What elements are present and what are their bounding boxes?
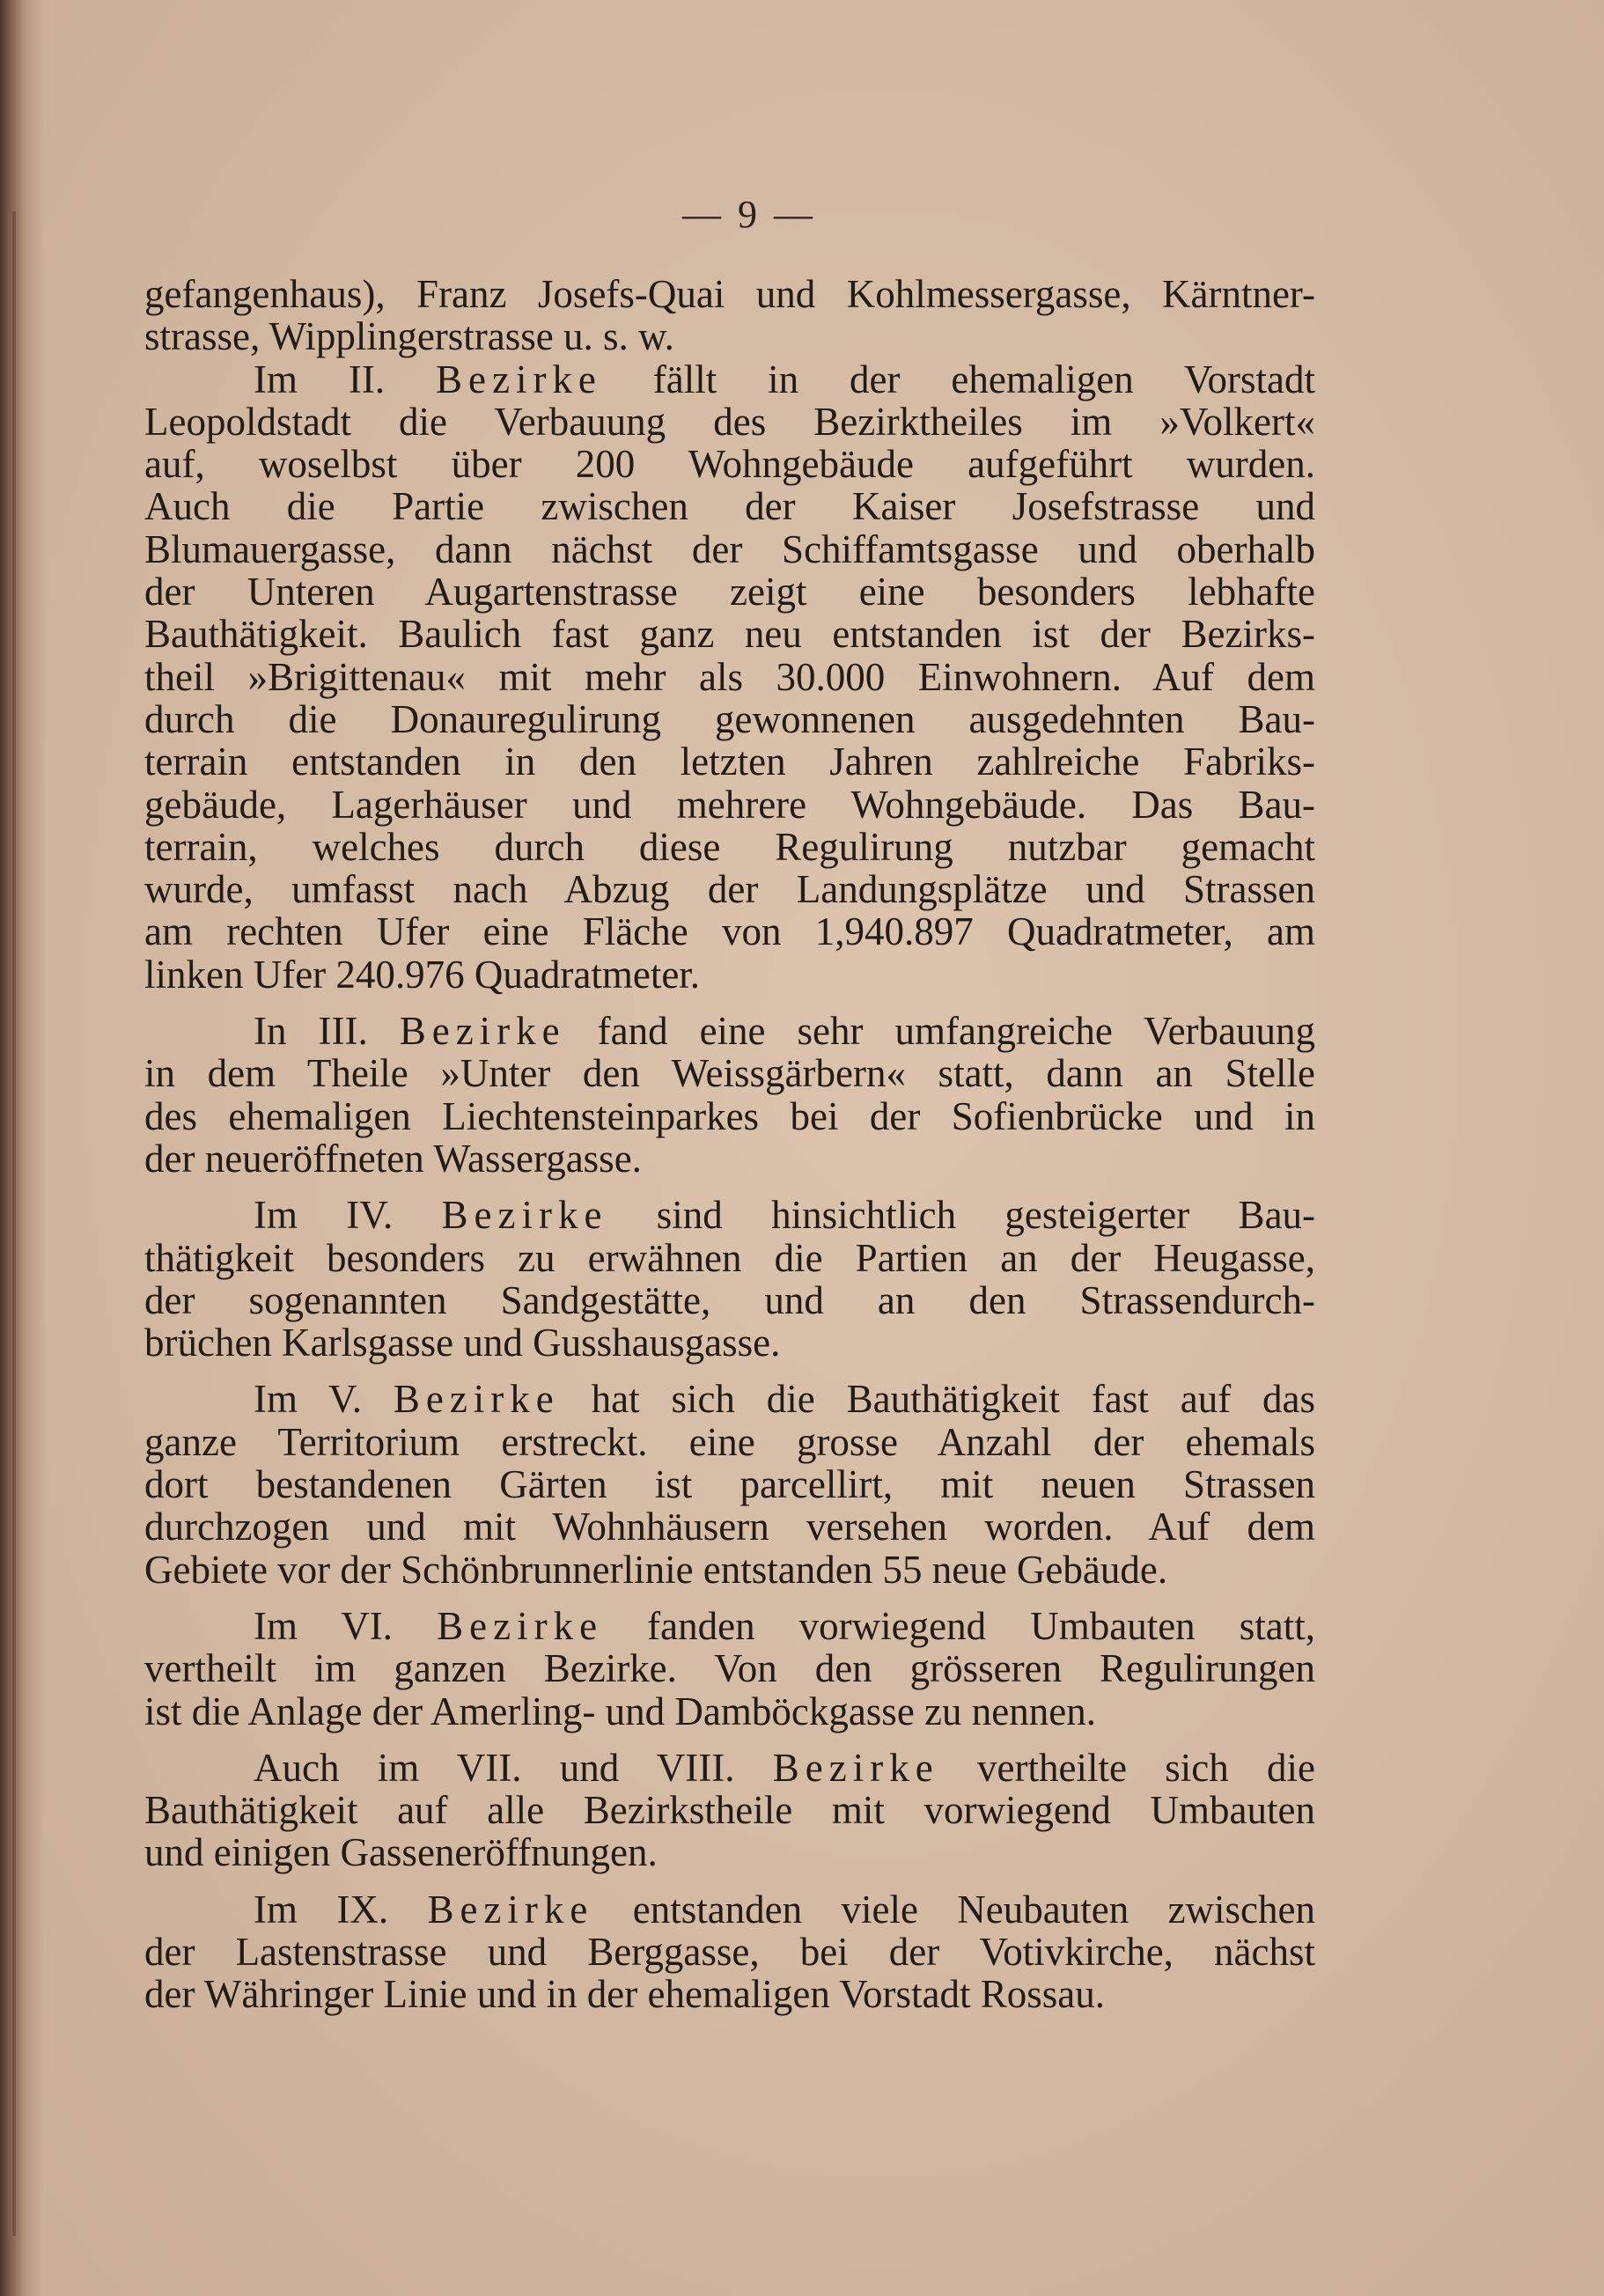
text-line: vertheilt im ganzen Bezirke. Von den grösseren Regulirungen bbox=[144, 1646, 1315, 1691]
paragraph-district-3 bbox=[144, 1010, 1315, 1180]
body-text bbox=[144, 273, 1315, 2016]
text-line: durchzogen und mit Wohnhäusern versehen worden. Auf dem bbox=[144, 1505, 1315, 1549]
district-lead: Im IV. bbox=[254, 1193, 394, 1238]
text-line: terrain entstanden in den letzten Jahren zahlreiche Fabriks- bbox=[144, 740, 1315, 784]
text-line: der Währinger Linie und in der ehemaligen Vorstadt Rossau. bbox=[144, 1972, 1105, 2017]
binding-shadow-line bbox=[12, 211, 16, 2236]
district-lead: Im VI. bbox=[254, 1603, 394, 1648]
text-line: der neueröffneten Wassergasse. bbox=[144, 1136, 642, 1181]
text-line: durch die Donauregulirung gewonnenen ausgedehnten Bau- bbox=[144, 696, 1315, 741]
text-line-rest: sind hinsichtlich gesteigerter Bau- bbox=[656, 1193, 1316, 1238]
text-line: ganze Territorium erstreckt. eine grosse Anzahl der ehemals bbox=[144, 1419, 1315, 1464]
text-line: strasse, Wipplingerstrasse u. s. w. bbox=[144, 314, 674, 359]
text-line: Bauthätigkeit. Baulich fast ganz neu entstanden ist der Bezirks- bbox=[144, 612, 1315, 657]
text-line-first bbox=[144, 1888, 1315, 1931]
text-line: der Lastenstrasse und Berggasse, bei der Votivkirche, nächst bbox=[144, 1929, 1315, 1974]
text-line: am rechten Ufer eine Fläche von 1,940.897 Quadratmeter, am bbox=[144, 909, 1315, 954]
text-line-first bbox=[144, 1747, 1315, 1789]
text-line: gebäude, Lagerhäuser und mehrere Wohngebäude. Das Bau- bbox=[144, 782, 1315, 827]
district-word-spaced: Bezirke bbox=[435, 357, 602, 401]
text-line: auf, woselbst über 200 Wohngebäude aufgeführt wurden. bbox=[144, 442, 1315, 487]
paragraph-district-9 bbox=[144, 1888, 1315, 2016]
text-line: terrain, welches durch diese Regulirung nutzbar gemacht bbox=[144, 824, 1315, 869]
district-lead: Im IX. bbox=[254, 1887, 389, 1932]
district-lead: In III. bbox=[254, 1009, 368, 1054]
page-number: — 9 — bbox=[682, 193, 816, 236]
district-lead: Im V. bbox=[254, 1377, 362, 1422]
paragraph-gap bbox=[144, 996, 1315, 1010]
text-line: des ehemaligen Liechtensteinparkes bei der Sofienbrücke und in bbox=[144, 1093, 1315, 1138]
text-line: Leopoldstadt die Verbauung des Bezirktheiles im »Volkert« bbox=[144, 399, 1315, 444]
text-line: dort bestandenen Gärten ist parcellirt, mit neuen Strassen bbox=[144, 1462, 1315, 1507]
text-line-first bbox=[144, 1010, 1315, 1052]
text-line-first bbox=[144, 1605, 1315, 1647]
text-line: in dem Theile »Unter den Weissgärbern« statt, dann an Stelle bbox=[144, 1051, 1315, 1096]
text-line-first bbox=[144, 1194, 1315, 1236]
text-line-first bbox=[144, 358, 1315, 401]
text-line-rest: vertheilte sich die bbox=[977, 1745, 1316, 1790]
text-line-rest: entstanden viele Neubauten zwischen bbox=[632, 1887, 1316, 1932]
district-word-spaced: Bezirke bbox=[399, 1009, 566, 1054]
page-binding-edge bbox=[0, 0, 46, 2296]
text-line: thätigkeit besonders zu erwähnen die Partien an der Heugasse, bbox=[144, 1235, 1315, 1280]
district-word-spaced: Bezirke bbox=[772, 1745, 939, 1790]
text-line: Bauthätigkeit auf alle Bezirkstheile mit vorwiegend Umbauten bbox=[144, 1788, 1315, 1833]
text-line: der Unteren Augartenstrasse zeigt eine besonders lebhafte bbox=[144, 570, 1315, 614]
text-line: wurde, umfasst nach Abzug der Landungsplätze und Strassen bbox=[144, 867, 1315, 912]
text-line: ist die Anlage der Amerling- und Damböckgasse zu nennen. bbox=[144, 1689, 1096, 1733]
text-line: theil »Brigittenau« mit mehr als 30.000 Einwohnern. Auf dem bbox=[144, 654, 1315, 699]
paragraph-district-7-8 bbox=[144, 1747, 1315, 1874]
district-word-spaced: Bezirke bbox=[441, 1193, 608, 1238]
paragraph-gap bbox=[144, 1591, 1315, 1605]
district-lead: Auch im VII. und VIII. bbox=[254, 1745, 735, 1790]
paragraph-gap bbox=[144, 1733, 1315, 1747]
text-line: brüchen Karlsgasse und Gusshausgasse. bbox=[144, 1321, 781, 1365]
paragraph-district-6 bbox=[144, 1605, 1315, 1733]
paragraph-continuation bbox=[144, 273, 1315, 358]
text-line: Blumauergasse, dann nächst der Schiffamtsgasse und oberhalb bbox=[144, 526, 1315, 571]
text-line: linken Ufer 240.976 Quadratmeter. bbox=[144, 952, 701, 997]
district-lead: Im II. bbox=[254, 357, 386, 401]
text-line-rest: fanden vorwiegend Umbauten statt, bbox=[647, 1603, 1316, 1648]
text-line-first bbox=[144, 1378, 1315, 1420]
text-line: und einigen Gasseneröffnungen. bbox=[144, 1830, 658, 1875]
text-line-rest: hat sich die Bauthätigkeit fast auf das bbox=[591, 1377, 1316, 1422]
paragraph-gap bbox=[144, 1180, 1315, 1194]
text-line: Gebiete vor der Schönbrunnerlinie entstanden 55 neue Gebäude. bbox=[144, 1547, 1168, 1592]
paragraph-district-4 bbox=[144, 1194, 1315, 1364]
district-word-spaced: Bezirke bbox=[437, 1603, 604, 1648]
paragraph-gap bbox=[144, 1874, 1315, 1888]
text-line: gefangenhaus), Franz Josefs-Quai und Kohlmessergasse, Kärntner- bbox=[144, 272, 1315, 316]
district-word-spaced: Bezirke bbox=[393, 1377, 560, 1422]
text-line-rest: fällt in der ehemaligen Vorstadt bbox=[652, 357, 1316, 401]
paragraph-district-5 bbox=[144, 1378, 1315, 1590]
text-line: der sogenannten Sandgestätte, und an den Strassendurch- bbox=[144, 1277, 1315, 1322]
paragraph-gap bbox=[144, 1364, 1315, 1378]
text-line: Auch die Partie zwischen der Kaiser Josefstrasse und bbox=[144, 484, 1315, 529]
paragraph-district-2 bbox=[144, 358, 1315, 996]
text-line-rest: fand eine sehr umfangreiche Verbauung bbox=[597, 1009, 1315, 1054]
district-word-spaced: Bezirke bbox=[427, 1887, 594, 1932]
